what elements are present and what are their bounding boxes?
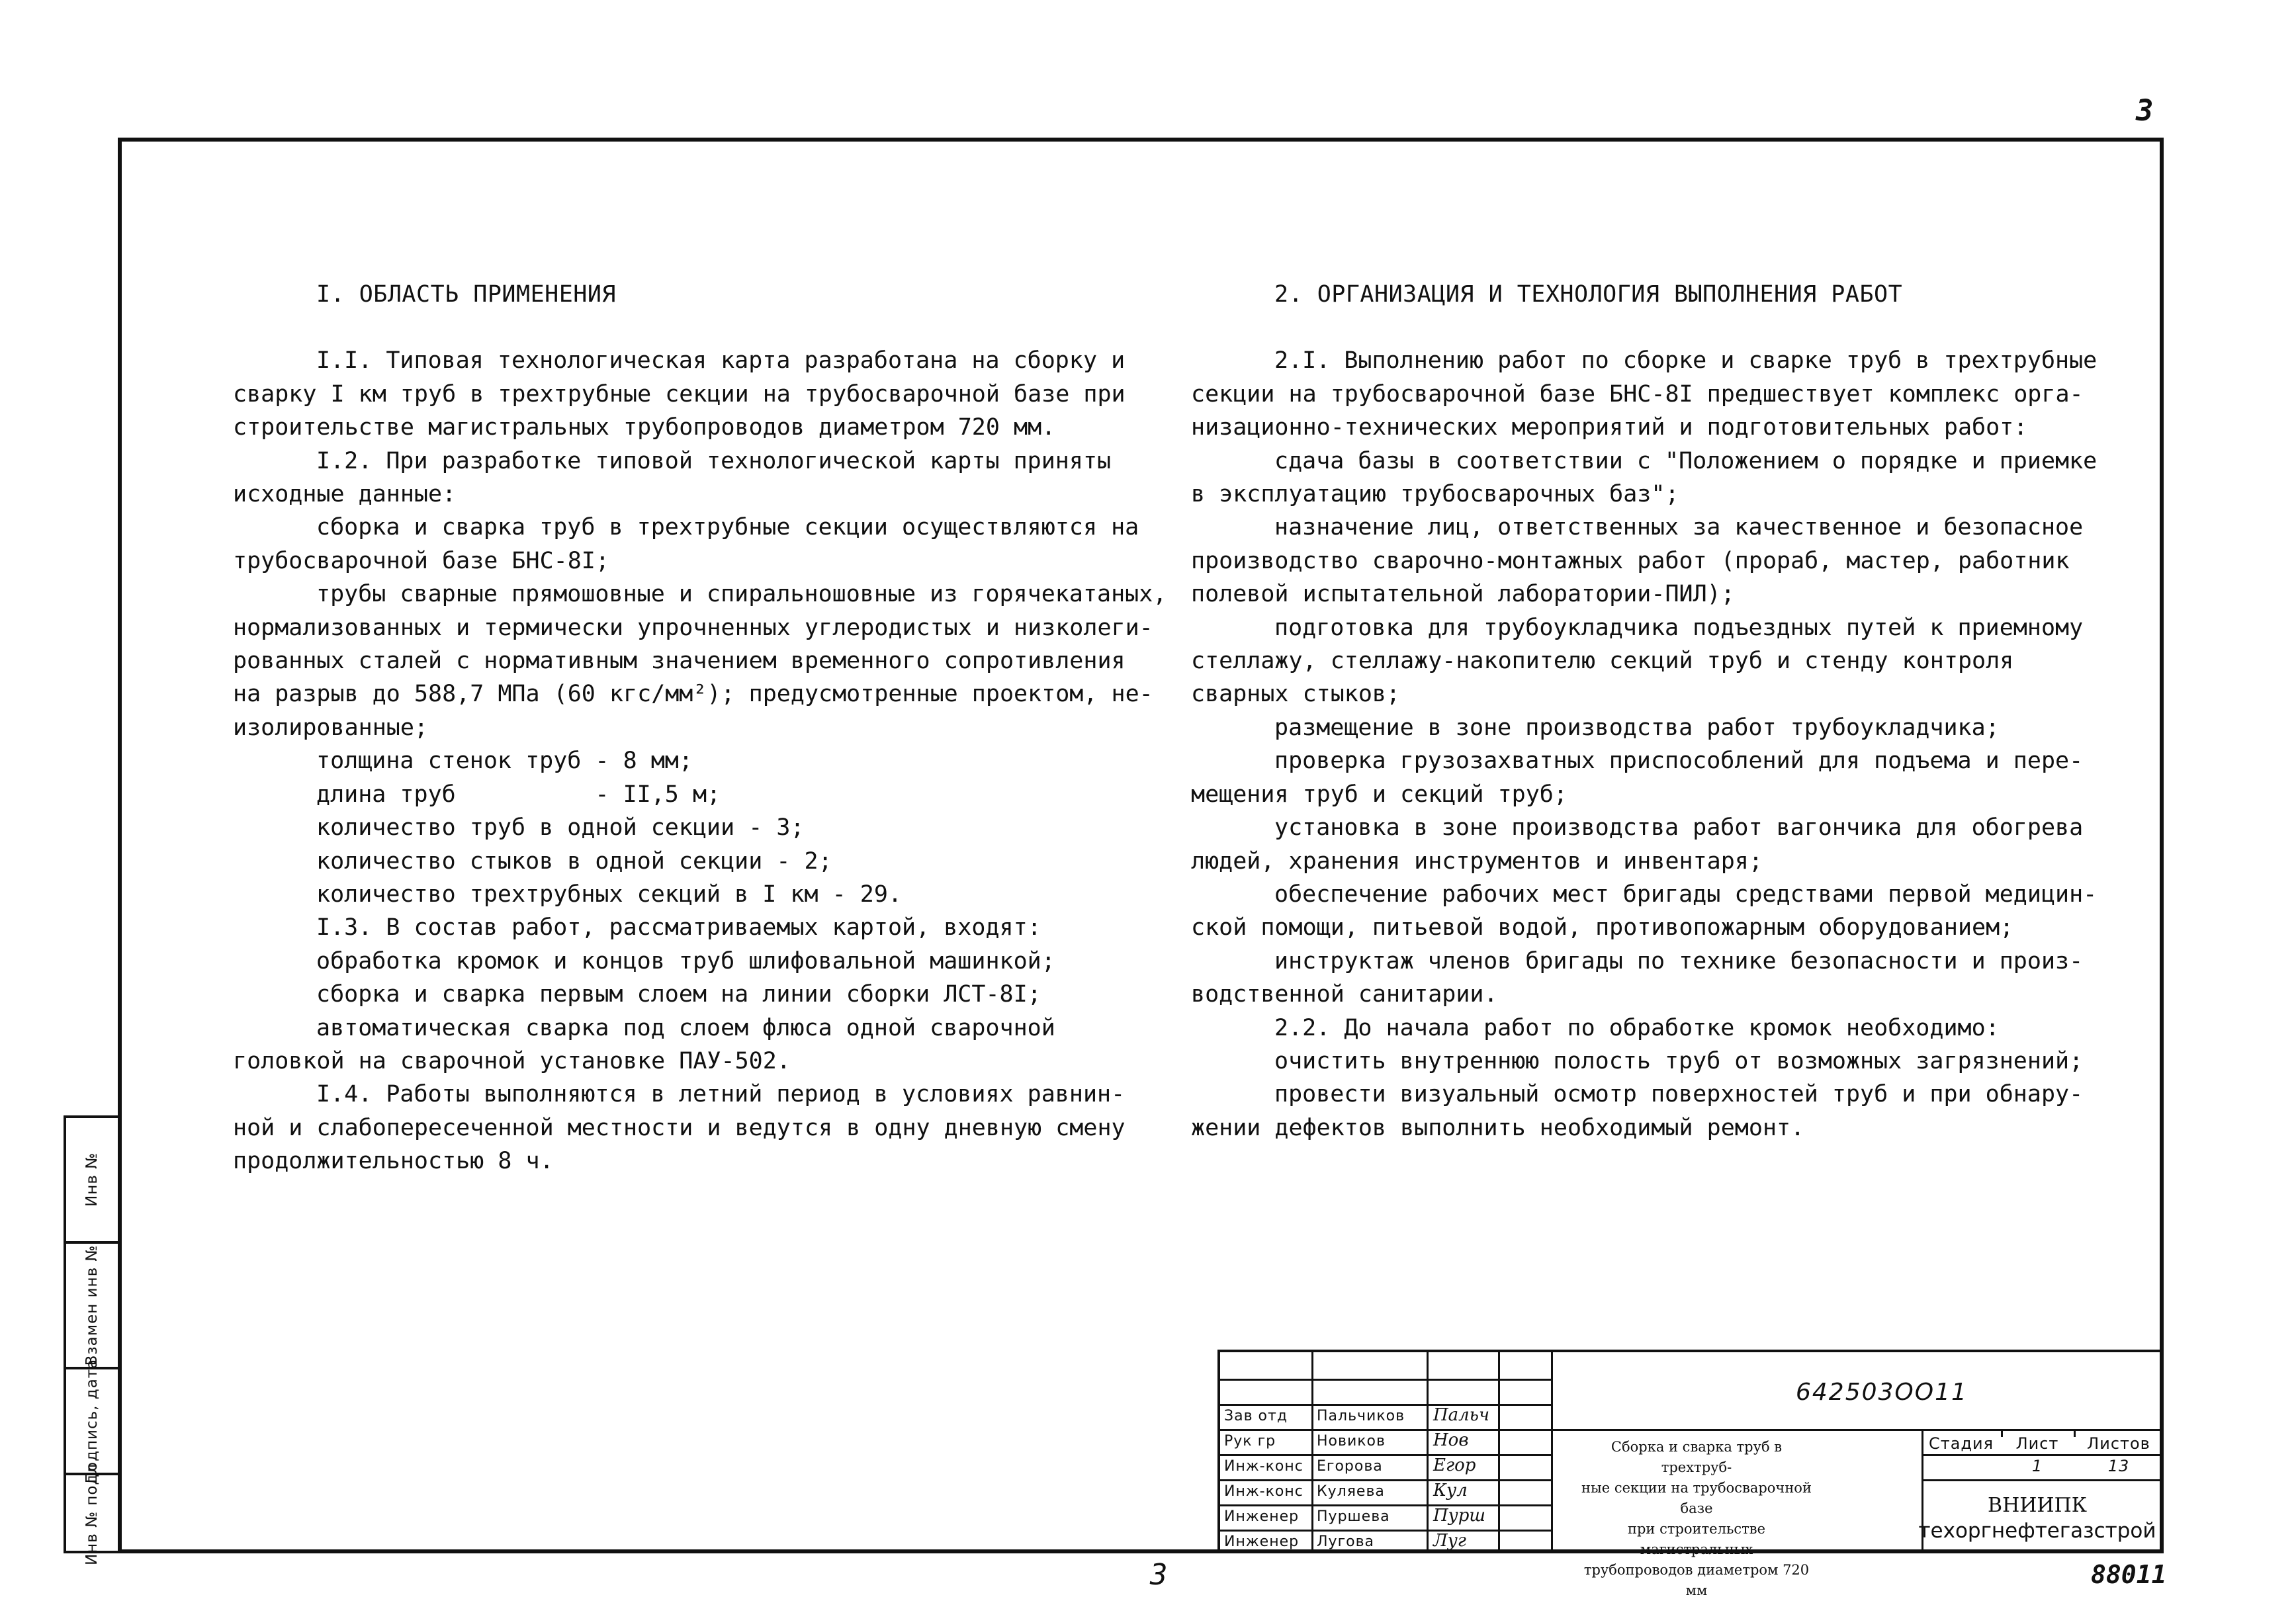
right-line: низационно-технических мероприятий и подготовительных работ:	[1191, 414, 2028, 441]
right-line: водственной санитарии.	[1191, 981, 1498, 1008]
left-line: изолированные;	[233, 714, 429, 741]
right-line: подготовка для трубоукладчика подъездных путей к приемному	[1274, 614, 2084, 641]
sheet-value: 1	[2031, 1457, 2043, 1475]
right-column-body	[1191, 344, 2097, 1145]
right-line: секции на трубосварочной базе БНС-8I предшествует комплекс орга-	[1191, 380, 2084, 408]
right-line: сдача базы в соответствии с "Положением о порядке и приемке	[1274, 447, 2097, 474]
left-line: I.2. При разработке типовой технологической карты приняты	[316, 447, 1112, 474]
right-line: установка в зоне производства работ вагончика для обогрева	[1274, 814, 2084, 842]
handwritten-signature: Нов	[1433, 1430, 1469, 1450]
signatory-role: Инж-конс	[1224, 1458, 1303, 1475]
left-line: строительстве магистральных трубопроводов диаметром 720 мм.	[233, 414, 1056, 441]
organization-subname: техоргнефтегазстрой	[1918, 1519, 2156, 1543]
left-line: трубы сварные прямошовные и спиральношовные из горячекатаных,	[316, 581, 1167, 608]
left-line: количество труб в одной секции - 3;	[316, 814, 805, 842]
signatory-role: Инженер	[1224, 1508, 1300, 1525]
signatory-role: Инженер	[1224, 1534, 1300, 1550]
left-line: сварку I км труб в трехтрубные секции на трубосварочной базе при	[233, 380, 1126, 408]
signatory-role: Рук гр	[1224, 1433, 1276, 1450]
signatory-name: Куляева	[1317, 1483, 1385, 1500]
approval-strip	[64, 1115, 118, 1566]
archive-number: 88011	[2091, 1560, 2167, 1589]
left-line: обработка кромок и концов труб шлифовальной машинкой;	[316, 947, 1055, 974]
page-number-top: 3	[2136, 94, 2154, 128]
left-line: толщина стенок труб - 8 мм;	[316, 748, 693, 775]
left-line: рованных сталей с нормативным значением временного сопротивления	[233, 648, 1126, 675]
right-line: провести визуальный осмотр поверхностей труб и при обнару-	[1274, 1081, 2084, 1108]
section-heading-1: I. ОБЛАСТЬ ПРИМЕНЕНИЯ	[316, 281, 617, 308]
signatory-name: Новиков	[1317, 1433, 1386, 1450]
left-line: автоматическая сварка под слоем флюса одной сварочной	[316, 1014, 1055, 1041]
organization-name: ВНИИПК	[1988, 1494, 2087, 1517]
left-line: сборка и сварка первым слоем на линии сборки ЛСТ-8I;	[316, 981, 1041, 1008]
left-line: исходные данные:	[233, 481, 457, 508]
right-line: ской помощи, питьевой водой, противопожарным оборудованием;	[1191, 914, 2014, 941]
right-line: жении дефектов выполнить необходимый ремонт.	[1191, 1114, 1805, 1141]
left-line: I.3. В состав работ, рассматриваемых картой, входят:	[316, 914, 1041, 941]
left-line: ной и слабопересеченной местности и ведутся в одну дневную смену	[233, 1114, 1126, 1141]
left-line: I.4. Работы выполняются в летний период в условиях равнин-	[316, 1081, 1126, 1108]
right-line: размещение в зоне производства работ трубоукладчика;	[1274, 714, 2000, 741]
handwritten-signature: Егор	[1433, 1455, 1476, 1475]
left-line: длина труб - II,5 м;	[316, 781, 721, 808]
document-title: Сборка и сварка труб в трехтруб- ные секции на трубосварочной базе при строительстве магистральных трубопроводов диаметром 720 мм	[1581, 1439, 1812, 1598]
handwritten-signature: Луг	[1433, 1531, 1466, 1551]
left-line: продолжительностью 8 ч.	[233, 1148, 554, 1175]
strip-cell-replace-inv: Взамен инв №	[66, 1244, 118, 1369]
signatory-name: Лугова	[1317, 1534, 1375, 1550]
right-line: мещения труб и секций труб;	[1191, 781, 1567, 808]
right-line: людей, хранения инструментов и инвентаря;	[1191, 847, 1763, 875]
right-line: назначение лиц, ответственных за качественное и безопасное	[1274, 514, 2084, 541]
document-code: 642503OO11	[1796, 1379, 1968, 1406]
left-line: головкой на сварочной установке ПАУ-502.	[233, 1047, 791, 1074]
left-line: I.I. Типовая технологическая карта разработана на сборку и	[316, 347, 1126, 374]
handwritten-signature: Кул	[1433, 1481, 1468, 1500]
signatory-name: Егорова	[1317, 1458, 1383, 1475]
left-line: нормализованных и термически упрочненных углеродистых и низколеги-	[233, 614, 1153, 641]
right-line: 2.2. До начала работ по обработке кромок необходимо:	[1274, 1014, 2000, 1041]
left-line: количество стыков в одной секции - 2;	[316, 847, 832, 875]
sheets-value: 13	[2107, 1457, 2130, 1475]
handwritten-signature: Пурш	[1433, 1506, 1486, 1526]
right-line: сварных стыков;	[1191, 681, 1401, 708]
sheet-label: Лист	[2015, 1434, 2059, 1453]
right-line: в эксплуатацию трубосварочных баз";	[1191, 481, 1679, 508]
right-line: стеллажу, стеллажу-накопителю секций труб и стенду контроля	[1191, 648, 2014, 675]
right-line: 2.I. Выполнению работ по сборке и сварке труб в трехтрубные	[1274, 347, 2097, 374]
strip-cell-inv-number: Инв №	[66, 1118, 118, 1244]
page-number-bottom: 3	[1150, 1558, 1168, 1592]
signatory-role: Зав отд	[1224, 1408, 1288, 1424]
strip-cell-signature-date: Подпись, дата	[66, 1369, 118, 1475]
handwritten-signature: Пальч	[1433, 1405, 1490, 1425]
sheets-label: Листов	[2087, 1434, 2150, 1453]
stage-label: Стадия	[1928, 1434, 1994, 1453]
left-line: на разрыв до 588,7 МПа (60 кгс/мм²); предусмотренные проектом, не-	[233, 681, 1153, 708]
left-line: трубосварочной базе БНС-8I;	[233, 547, 609, 574]
signatory-name: Пальчиков	[1317, 1408, 1405, 1424]
left-line: количество трехтрубных секций в I км - 29.	[316, 881, 903, 908]
right-line: проверка грузозахватных приспособлений для подъема и пере-	[1274, 748, 2084, 775]
signatory-name: Пуршева	[1317, 1508, 1390, 1525]
right-line: очистить внутреннюю полость труб от возможных загрязнений;	[1274, 1047, 2084, 1074]
signatory-role: Инж-конс	[1224, 1483, 1303, 1500]
section-heading-2: 2. ОРГАНИЗАЦИЯ И ТЕХНОЛОГИЯ ВЫПОЛНЕНИЯ РАБОТ	[1274, 281, 1903, 308]
right-line: производство сварочно-монтажных работ (прораб, мастер, работник	[1191, 547, 2070, 574]
right-line: инструктаж членов бригады по технике безопасности и произ-	[1274, 947, 2084, 974]
left-column	[233, 278, 1167, 1178]
left-line: сборка и сварка труб в трехтрубные секции осуществляются на	[316, 514, 1139, 541]
strip-cell-inv-original: Инв № подл	[83, 1463, 101, 1566]
right-line: обеспечение рабочих мест бригады средствами первой медицин-	[1274, 881, 2097, 908]
right-column	[1191, 278, 2097, 1145]
right-line: полевой испытательной лаборатории-ПИЛ);	[1191, 581, 1735, 608]
left-column-body	[233, 344, 1167, 1178]
